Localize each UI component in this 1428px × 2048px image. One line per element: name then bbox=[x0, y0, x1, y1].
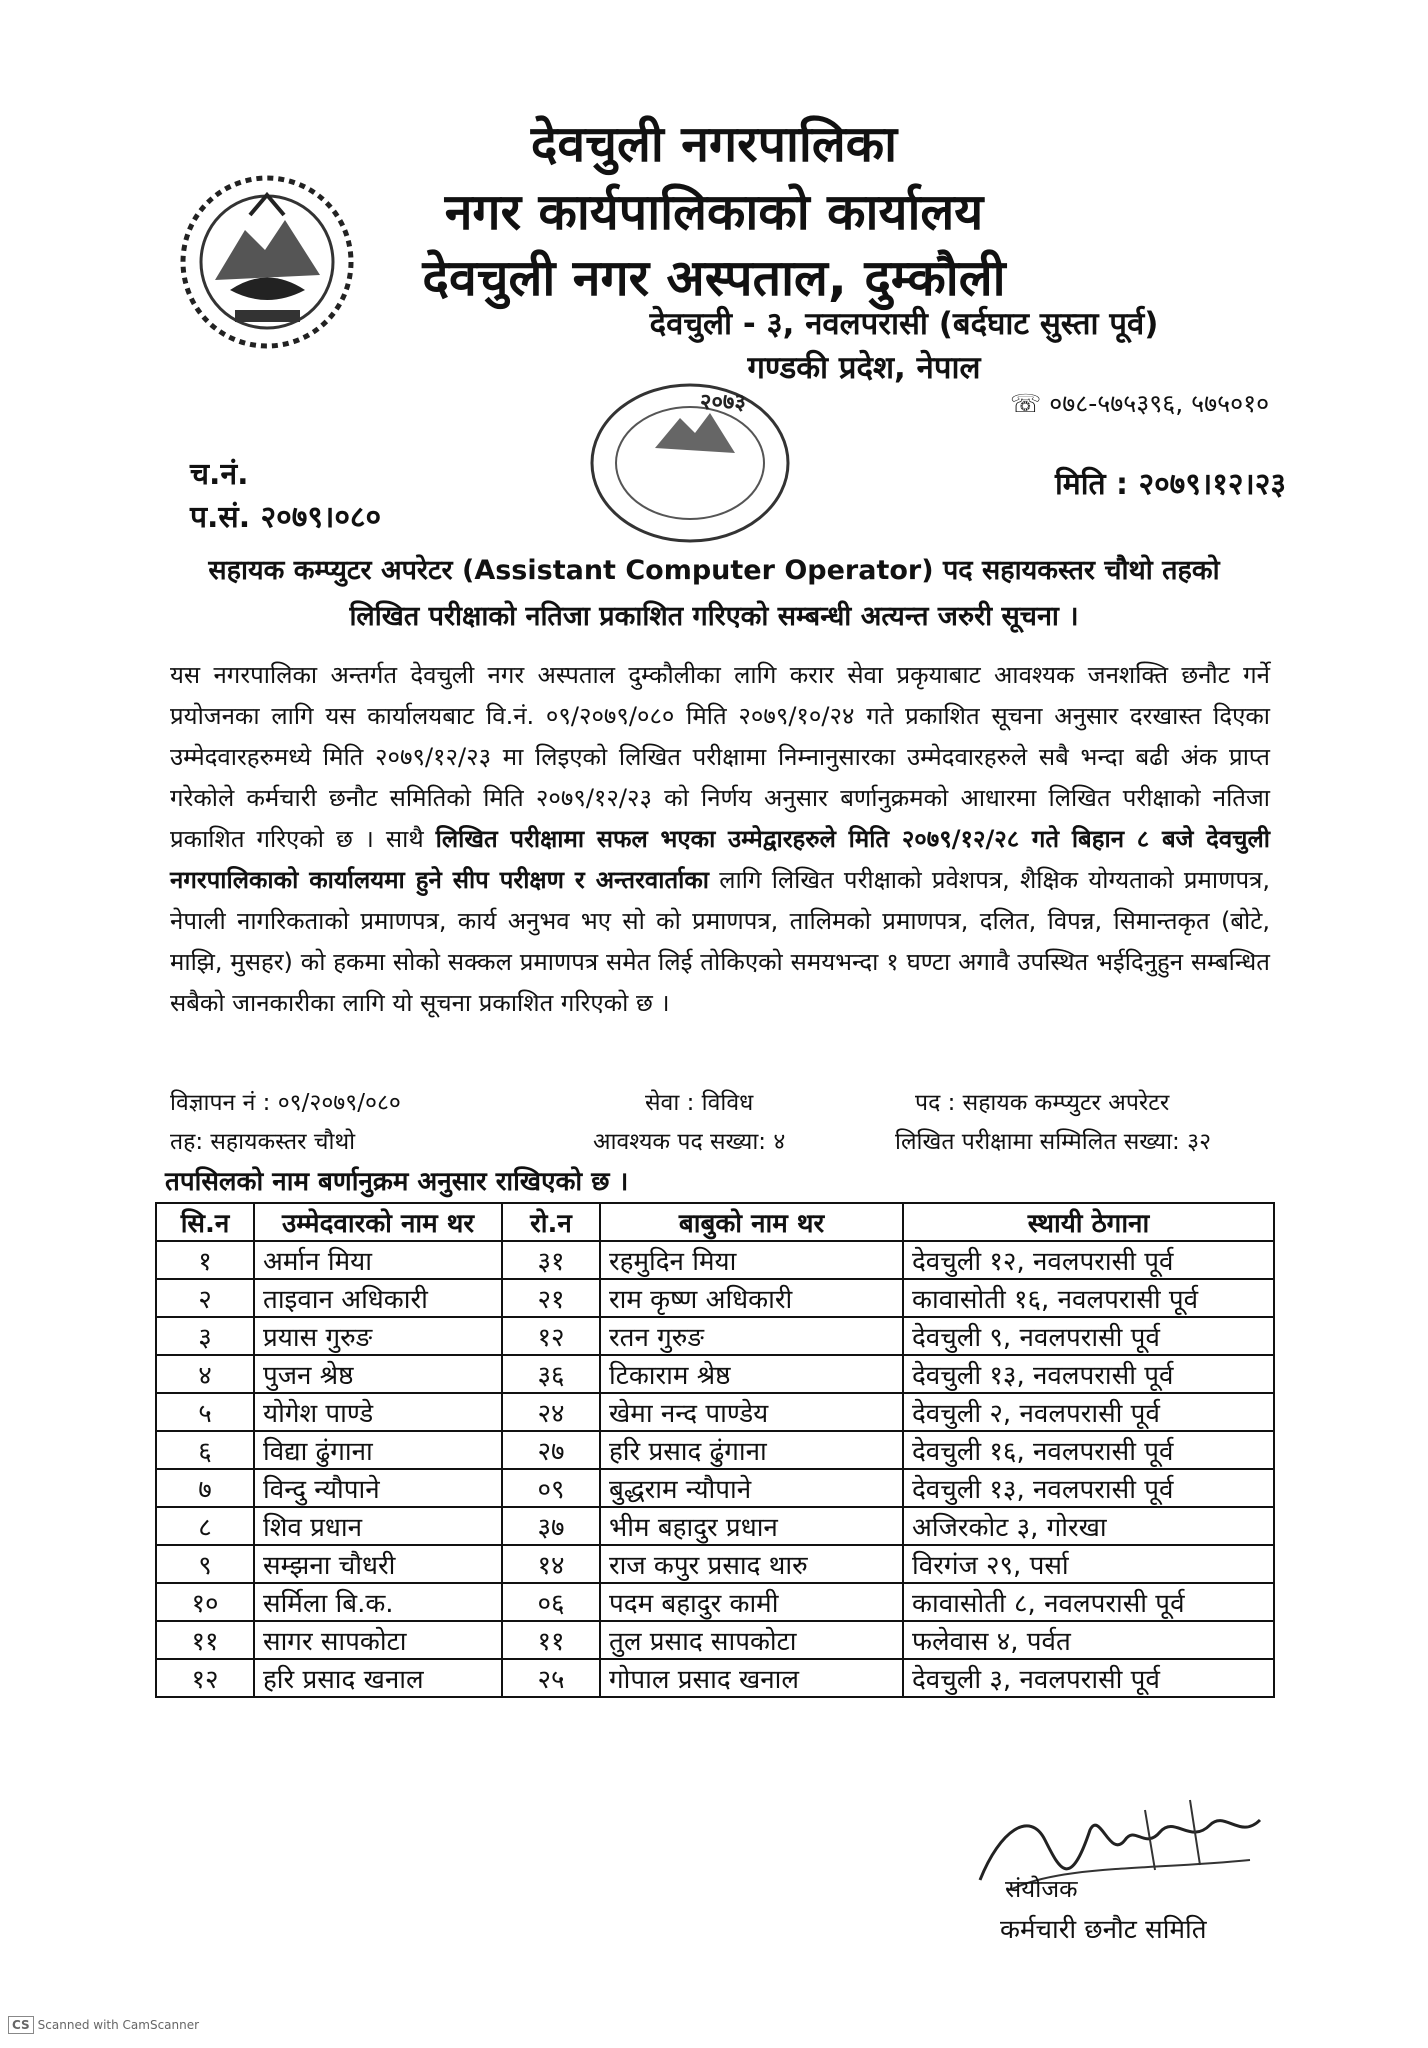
father-name-cell: रहमुदिन मिया bbox=[600, 1241, 903, 1279]
header-roll-number: रो.न bbox=[502, 1203, 600, 1241]
subject-line-2: लिखित परीक्षाको नतिजा प्रकाशित गरिएको सम्बन्धी अत्यन्त जरुरी सूचना । bbox=[349, 601, 1079, 632]
father-name-cell: टिकाराम श्रेष्ठ bbox=[600, 1355, 903, 1393]
father-name-cell: रतन गुरुङ bbox=[600, 1317, 903, 1355]
serial-cell: ८ bbox=[156, 1507, 254, 1545]
address-cell: देवचुली २, नवलपरासी पूर्व bbox=[903, 1393, 1274, 1431]
candidate-name-cell: प्रयास गुरुङ bbox=[254, 1317, 502, 1355]
advertisement-number: विज्ञापन नं : ०९/२०७९/०८० bbox=[170, 1090, 401, 1116]
father-name-cell: राज कपुर प्रसाद थारु bbox=[600, 1545, 903, 1583]
serial-cell: १ bbox=[156, 1241, 254, 1279]
notice-body-part2: लागि लिखित परीक्षाको प्रवेशपत्र, शैक्षिक योग्यताको प्रमाणपत्र, नेपाली नागरिकताको प्रमाणपत्र, कार्य अनुभव भए सो को प्रमाणपत्र, तालिमको प्रमाणपत्र, दलित, विपन्न, सिमान्तकृत (बोटे, माझि, मुसहर) को हकमा सोको सक्कल प्रमाणपत्र समेत लिई तोकिएको समयभन्दा १ घण्टा अगावै उपस्थित भईदिनुहुन सम्बन्धित सबैको जानकारीका लागि यो सूचना प्रकाशित गरिएको छ । bbox=[170, 866, 1270, 1017]
roll-number-cell: १२ bbox=[502, 1317, 600, 1355]
roll-number-cell: १४ bbox=[502, 1545, 600, 1583]
table-row bbox=[156, 1317, 1274, 1355]
header-serial: सि.न bbox=[156, 1203, 254, 1241]
notice-body bbox=[170, 655, 1270, 1024]
fiscal-year: प.सं. २०७९।०८० bbox=[190, 500, 382, 535]
candidate-name-cell: विद्या ढुंगाना bbox=[254, 1431, 502, 1469]
candidate-name-cell: हरि प्रसाद खनाल bbox=[254, 1659, 502, 1697]
father-name-cell: भीम बहादुर प्रधान bbox=[600, 1507, 903, 1545]
address-cell: देवचुली ९, नवलपरासी पूर्व bbox=[903, 1317, 1274, 1355]
candidate-name-cell: योगेश पाण्डे bbox=[254, 1393, 502, 1431]
table-row bbox=[156, 1393, 1274, 1431]
candidate-name-cell: अर्मान मिया bbox=[254, 1241, 502, 1279]
table-row bbox=[156, 1583, 1274, 1621]
address-cell: देवचुली १३, नवलपरासी पूर्व bbox=[903, 1355, 1274, 1393]
scanner-text: Scanned with CamScanner bbox=[37, 2018, 200, 2032]
header-office: नगर कार्यपालिकाको कार्यालय bbox=[444, 183, 984, 241]
roll-number-cell: ११ bbox=[502, 1621, 600, 1659]
serial-cell: ४ bbox=[156, 1355, 254, 1393]
results-table bbox=[155, 1202, 1275, 1698]
required-posts: आवश्यक पद सख्या: ४ bbox=[593, 1129, 786, 1155]
serial-cell: १० bbox=[156, 1583, 254, 1621]
notice-body-part1: यस नगरपालिका अन्तर्गत देवचुली नगर अस्पताल दुम्कौलीका लागि करार सेवा प्रकृयाबाट आवश्यक जनशक्ति छनौट गर्ने प्रयोजनका लागि यस कार्यालयबाट वि.नं. ०९/२०७९/०८० मिति २०७९/१०/२४ गते प्रकाशित सूचना अनुसार दरखास्त दिएका उम्मेदवारहरुमध्ये मिति २०७९/१२/२३ मा लिइएको लिखित परीक्षामा निम्नानुसारका उम्मेदवारहरुले सबै भन्दा बढी अंक प्राप्त गरेकोले कर्मचारी छनौट समितिको मिति २०७९/१२/२३ को निर्णय अनुसार बर्णानुक्रमको आधारमा लिखित परीक्षाको नतिजा प्रकाशित गरिएको छ । साथै bbox=[170, 661, 1270, 853]
address-cell: फलेवास ४, पर्वत bbox=[903, 1621, 1274, 1659]
table-row bbox=[156, 1545, 1274, 1583]
address-cell: देवचुली १२, नवलपरासी पूर्व bbox=[903, 1241, 1274, 1279]
subject-line-1: सहायक कम्प्युटर अपरेटर (Assistant Computer Operator) पद सहायकस्तर चौथो तहको bbox=[208, 555, 1220, 586]
roll-number-cell: ०९ bbox=[502, 1469, 600, 1507]
father-name-cell: हरि प्रसाद ढुंगाना bbox=[600, 1431, 903, 1469]
results-body bbox=[156, 1241, 1274, 1697]
table-row bbox=[156, 1659, 1274, 1697]
roll-number-cell: ३१ bbox=[502, 1241, 600, 1279]
candidate-name-cell: विन्दु न्यौपाने bbox=[254, 1469, 502, 1507]
candidate-name-cell: शिव प्रधान bbox=[254, 1507, 502, 1545]
header-address: स्थायी ठेगाना bbox=[903, 1203, 1274, 1241]
address-cell: अजिरकोट ३, गोरखा bbox=[903, 1507, 1274, 1545]
header-province: गण्डकी प्रदेश, नेपाल bbox=[747, 350, 981, 386]
candidate-name-cell: सम्झना चौधरी bbox=[254, 1545, 502, 1583]
table-row bbox=[156, 1621, 1274, 1659]
scanner-watermark bbox=[8, 2016, 199, 2034]
header-candidate-name: उम्मेदवारको नाम थर bbox=[254, 1203, 502, 1241]
serial-cell: ९ bbox=[156, 1545, 254, 1583]
father-name-cell: बुद्धराम न्यौपाने bbox=[600, 1469, 903, 1507]
table-row bbox=[156, 1507, 1274, 1545]
table-row bbox=[156, 1431, 1274, 1469]
header-father-name: बाबुको नाम थर bbox=[600, 1203, 903, 1241]
letter-number: च.नं. bbox=[190, 457, 249, 492]
serial-cell: १२ bbox=[156, 1659, 254, 1697]
phone-number: ☏ ०७८-५७५३९६, ५७५०१० bbox=[1010, 389, 1270, 418]
table-header-row bbox=[156, 1203, 1274, 1241]
roll-number-cell: २७ bbox=[502, 1431, 600, 1469]
service-type: सेवा : विविध bbox=[645, 1090, 754, 1116]
candidate-name-cell: सर्मिला बि.क. bbox=[254, 1583, 502, 1621]
table-note: तपसिलको नाम बर्णानुक्रम अनुसार राखिएको छ । bbox=[165, 1167, 629, 1197]
table-row bbox=[156, 1279, 1274, 1317]
committee-name: कर्मचारी छनौट समिति bbox=[1000, 1915, 1207, 1945]
candidate-name-cell: ताइवान अधिकारी bbox=[254, 1279, 502, 1317]
father-name-cell: पदम बहादुर कामी bbox=[600, 1583, 903, 1621]
stamp-text: २०७३ bbox=[700, 390, 746, 415]
header-address: देवचुली - ३, नवलपरासी (बर्दघाट सुस्ता पूर्व) bbox=[649, 306, 1159, 342]
father-name-cell: तुल प्रसाद सापकोटा bbox=[600, 1621, 903, 1659]
header-hospital: देवचुली नगर अस्पताल, दुम्कौली bbox=[422, 249, 1006, 307]
father-name-cell: राम कृष्ण अधिकारी bbox=[600, 1279, 903, 1317]
notice-body-highlight: लिखित परीक्षामा सफल भएका उम्मेद्वारहरुले मिति २०७९/१२/२८ गते बिहान ८ बजे देवचुली नगरपालिकाको कार्यालयमा हुने सीप परीक्षण र अन्तरवार्ताका bbox=[170, 825, 1270, 894]
serial-cell: ५ bbox=[156, 1393, 254, 1431]
date: मिति : २०७९।१२।२३ bbox=[1055, 467, 1287, 502]
address-cell: देवचुली १३, नवलपरासी पूर्व bbox=[903, 1469, 1274, 1507]
address-cell: कावासोती १६, नवलपरासी पूर्व bbox=[903, 1279, 1274, 1317]
office-seal-icon bbox=[585, 378, 795, 548]
roll-number-cell: ३७ bbox=[502, 1507, 600, 1545]
candidate-name-cell: सागर सापकोटा bbox=[254, 1621, 502, 1659]
address-cell: देवचुली ३, नवलपरासी पूर्व bbox=[903, 1659, 1274, 1697]
roll-number-cell: २५ bbox=[502, 1659, 600, 1697]
post-level: तह: सहायकस्तर चौथो bbox=[170, 1129, 356, 1155]
father-name-cell: गोपाल प्रसाद खनाल bbox=[600, 1659, 903, 1697]
signatory-role: संयोजक bbox=[1005, 1875, 1078, 1903]
header-municipality: देवचुली नगरपालिका bbox=[530, 115, 898, 173]
table-row bbox=[156, 1355, 1274, 1393]
post-name: पद : सहायक कम्प्युटर अपरेटर bbox=[915, 1090, 1170, 1116]
candidate-name-cell: पुजन श्रेष्ठ bbox=[254, 1355, 502, 1393]
address-cell: विरगंज २९, पर्सा bbox=[903, 1545, 1274, 1583]
roll-number-cell: ३६ bbox=[502, 1355, 600, 1393]
father-name-cell: खेमा नन्द पाण्डेय bbox=[600, 1393, 903, 1431]
address-cell: कावासोती ८, नवलपरासी पूर्व bbox=[903, 1583, 1274, 1621]
serial-cell: ११ bbox=[156, 1621, 254, 1659]
roll-number-cell: २४ bbox=[502, 1393, 600, 1431]
address-cell: देवचुली १६, नवलपरासी पूर्व bbox=[903, 1431, 1274, 1469]
roll-number-cell: २१ bbox=[502, 1279, 600, 1317]
serial-cell: ६ bbox=[156, 1431, 254, 1469]
signature-icon bbox=[950, 1770, 1280, 1920]
roll-number-cell: ०६ bbox=[502, 1583, 600, 1621]
serial-cell: ७ bbox=[156, 1469, 254, 1507]
table-row bbox=[156, 1469, 1274, 1507]
serial-cell: २ bbox=[156, 1279, 254, 1317]
scanner-badge: CS bbox=[8, 2016, 34, 2034]
exam-participants: लिखित परीक्षामा सम्मिलित सख्या: ३२ bbox=[895, 1129, 1212, 1155]
serial-cell: ३ bbox=[156, 1317, 254, 1355]
table-row bbox=[156, 1241, 1274, 1279]
